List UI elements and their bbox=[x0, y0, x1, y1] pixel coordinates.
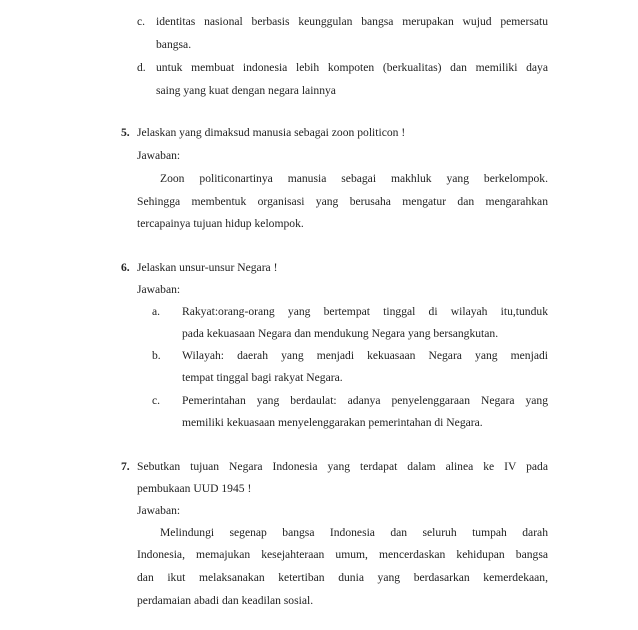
list-item-text: bangsa. bbox=[156, 38, 192, 51]
question-text: Sebutkan tujuan Negara Indonesia yang terdapat dalam alinea ke IV pada bbox=[137, 460, 548, 473]
question-number: 7. bbox=[121, 460, 130, 473]
list-item-text: tempat tinggal bagi rakyat Negara. bbox=[182, 371, 343, 384]
list-item-text: memiliki kekuasaan menyelenggarakan pemerintahan di Negara. bbox=[182, 416, 483, 429]
answer-text: Zoon politiconartinya manusia sebagai makhluk yang berkelompok. bbox=[160, 172, 548, 185]
question-text: Jelaskan unsur-unsur Negara ! bbox=[137, 261, 278, 274]
jawaban-label: Jawaban: bbox=[137, 504, 181, 517]
answer-text: Melindungi segenap bangsa Indonesia dan seluruh tumpah darah bbox=[160, 526, 548, 539]
list-item-text: Rakyat:orang-orang yang bertempat tinggal di wilayah itu,tunduk bbox=[182, 305, 548, 318]
list-marker: d. bbox=[137, 61, 146, 74]
list-marker: a. bbox=[152, 305, 161, 318]
question-text: Jelaskan yang dimaksud manusia sebagai zoon politicon ! bbox=[137, 126, 406, 139]
list-item-text: Wilayah: daerah yang menjadi kekuasaan Negara yang menjadi bbox=[182, 349, 548, 362]
question-number: 6. bbox=[121, 261, 130, 274]
answer-text: perdamaian abadi dan keadilan sosial. bbox=[137, 594, 314, 607]
jawaban-label: Jawaban: bbox=[137, 149, 181, 162]
list-marker: c. bbox=[152, 394, 161, 407]
list-item-text: saing yang kuat dengan negara lainnya bbox=[156, 84, 336, 97]
question-text: pembukaan UUD 1945 ! bbox=[137, 482, 252, 495]
answer-text: dan ikut melaksanakan ketertiban dunia yang berdasarkan kemerdekaan, bbox=[137, 571, 548, 584]
list-item-text: identitas nasional berbasis keunggulan bangsa merupakan wujud pemersatu bbox=[156, 15, 548, 28]
list-item-text: untuk membuat indonesia lebih kompoten (berkualitas) dan memiliki daya bbox=[156, 61, 548, 74]
answer-text: tercapainya tujuan hidup kelompok. bbox=[137, 217, 304, 230]
answer-text: Sehingga membentuk organisasi yang berusaha mengatur dan mengarahkan bbox=[137, 195, 548, 208]
list-item-text: pada kekuasaan Negara dan mendukung Negara yang bersangkutan. bbox=[182, 327, 499, 340]
answer-text: Indonesia, memajukan kesejahteraan umum, mencerdaskan kehidupan bangsa bbox=[137, 548, 548, 561]
list-marker: b. bbox=[152, 349, 161, 362]
jawaban-label: Jawaban: bbox=[137, 283, 181, 296]
list-item-text: Pemerintahan yang berdaulat: adanya penyelenggaraan Negara yang bbox=[182, 394, 548, 407]
question-number: 5. bbox=[121, 126, 130, 139]
list-marker: c. bbox=[137, 15, 146, 28]
